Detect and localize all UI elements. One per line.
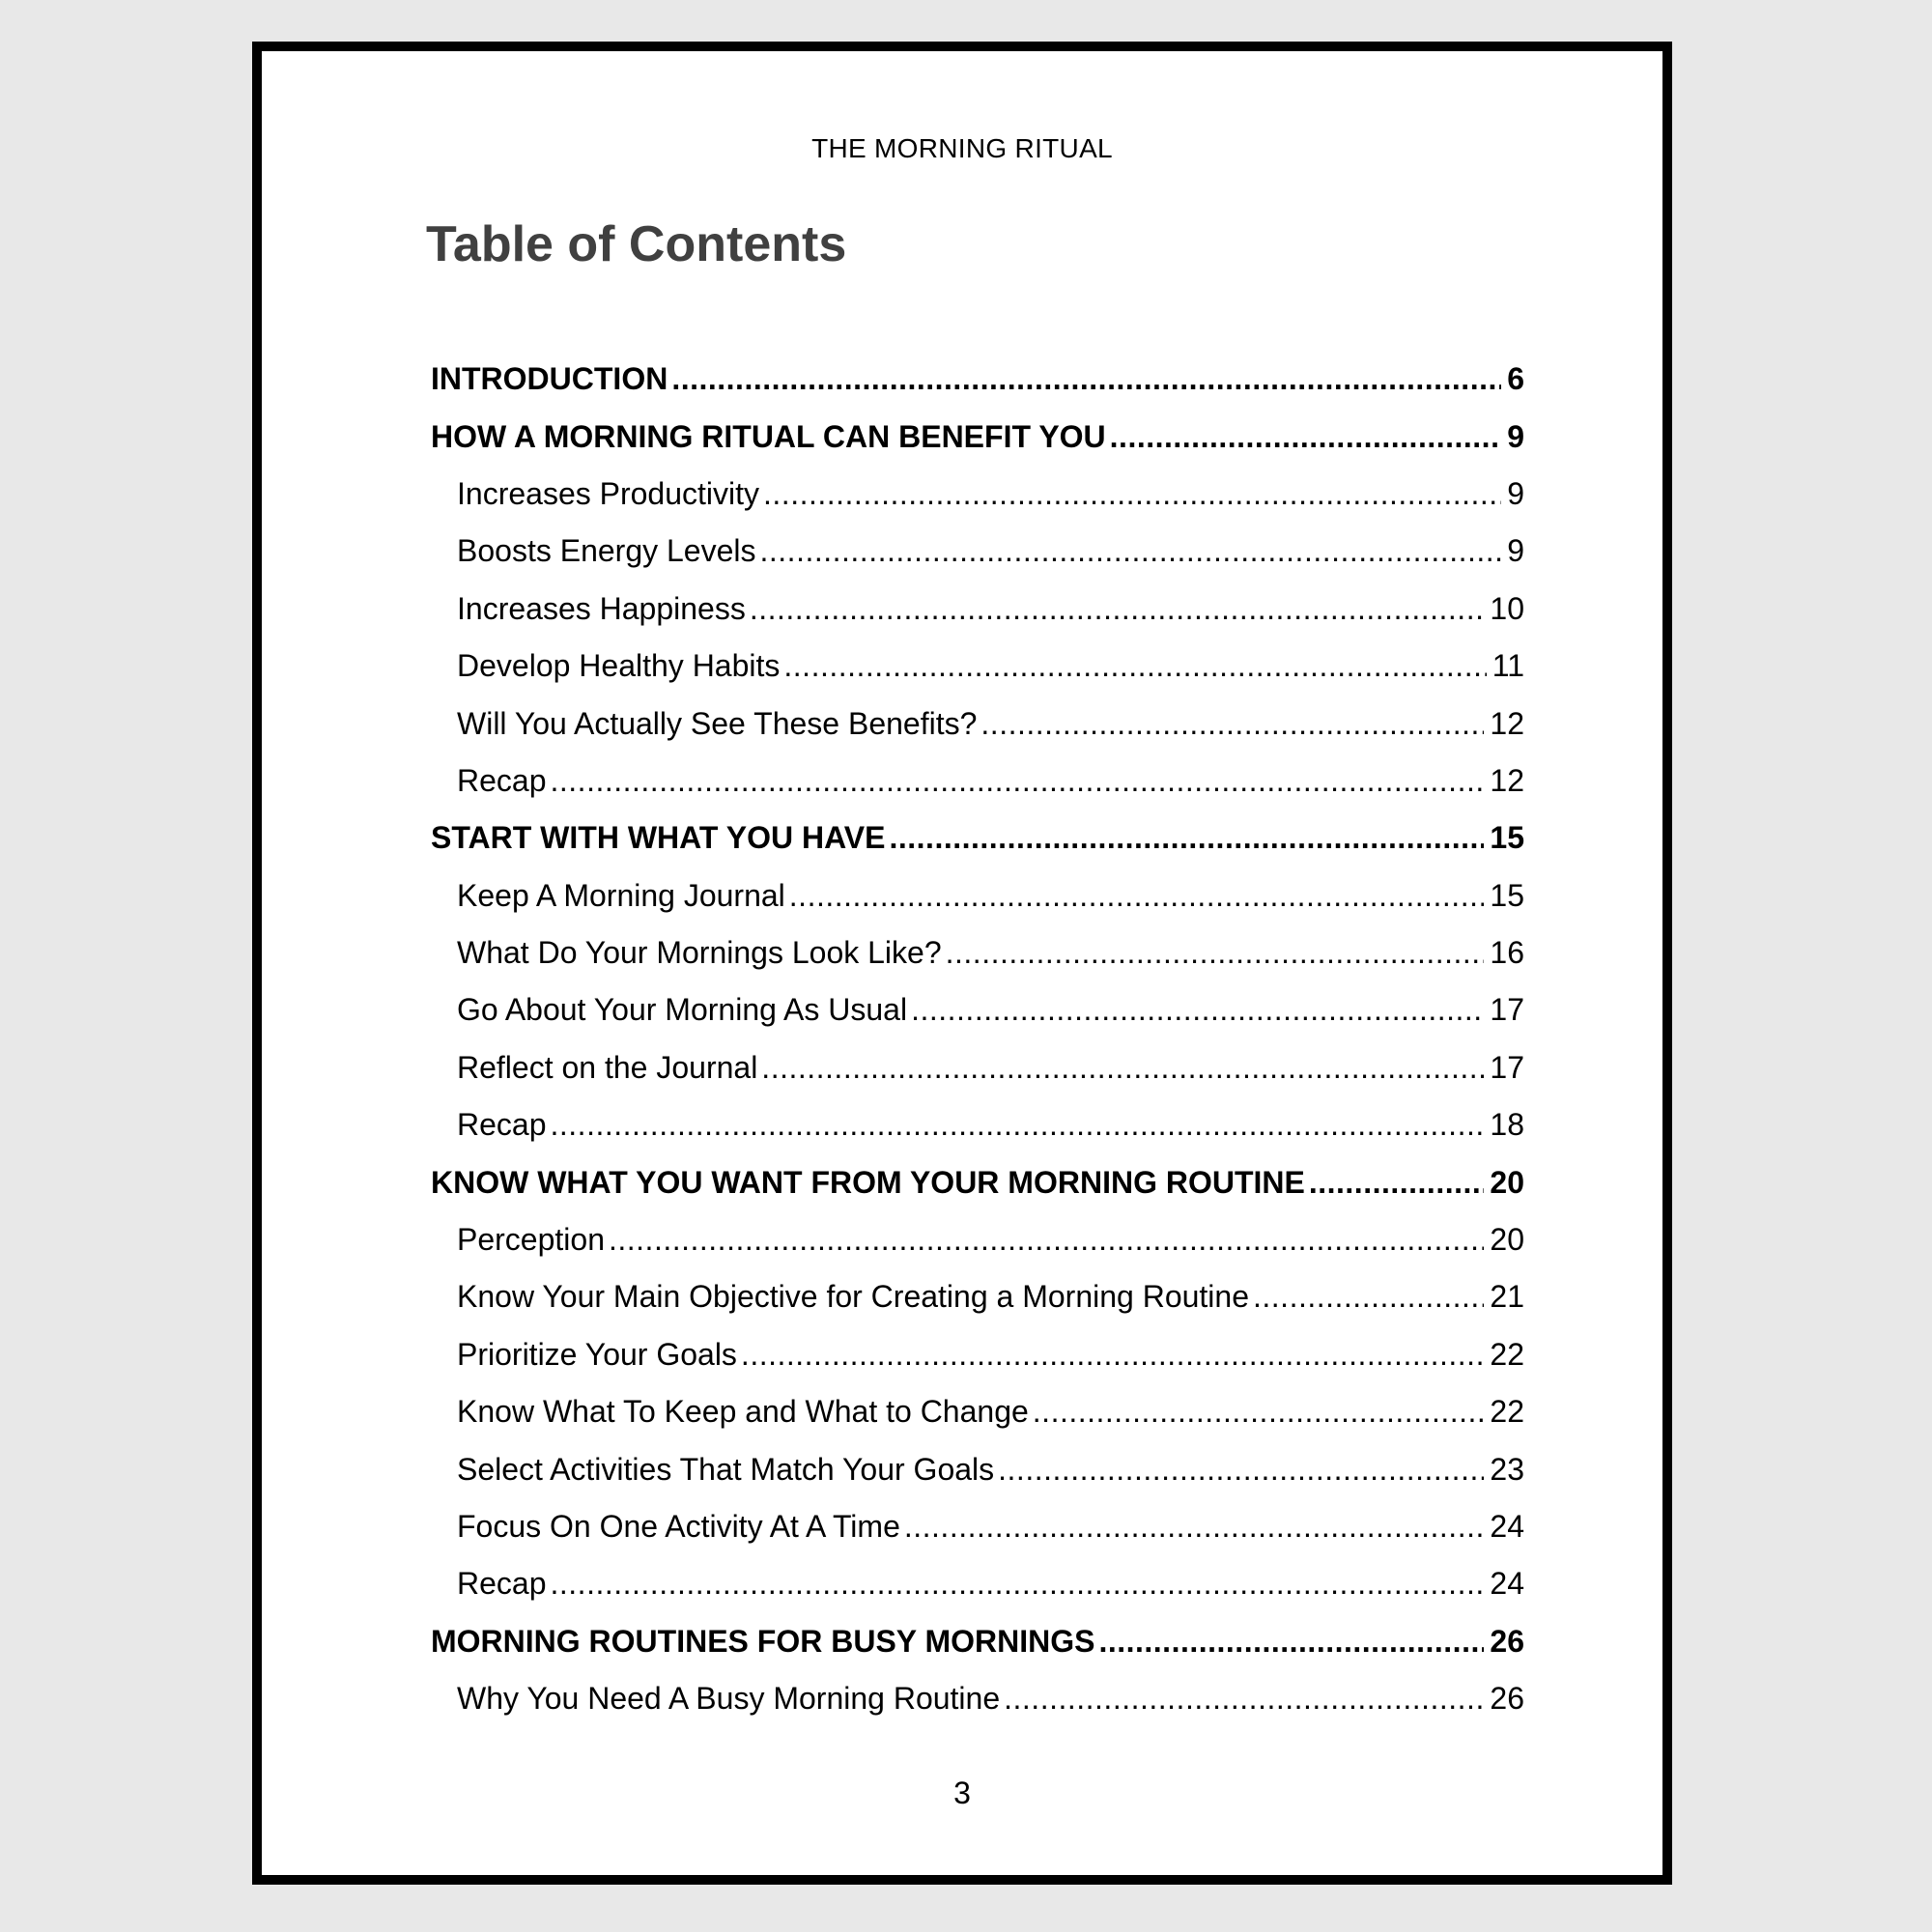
toc-section-entry[interactable] bbox=[431, 638, 1524, 695]
toc-entry-label: Recap bbox=[457, 1107, 547, 1143]
table-of-contents bbox=[431, 351, 1524, 1727]
toc-entry-label: Know Your Main Objective for Creating a Morning Routine bbox=[457, 1279, 1249, 1315]
toc-section-entry[interactable] bbox=[431, 466, 1524, 523]
toc-chapter-entry[interactable] bbox=[431, 810, 1524, 867]
toc-entry-page-number: 16 bbox=[1490, 935, 1524, 971]
toc-entry-label: Will You Actually See These Benefits? bbox=[457, 705, 978, 741]
toc-section-entry[interactable] bbox=[431, 924, 1524, 981]
toc-dot-leader bbox=[980, 706, 1484, 742]
toc-entry-label: Select Activities That Match Your Goals bbox=[457, 1451, 995, 1487]
toc-dot-leader bbox=[551, 1566, 1485, 1602]
toc-entry-page-number: 10 bbox=[1490, 590, 1524, 626]
toc-dot-leader bbox=[1253, 1279, 1484, 1315]
toc-entry-label: Keep A Morning Journal bbox=[457, 877, 785, 913]
toc-dot-leader bbox=[946, 935, 1485, 971]
toc-section-entry[interactable] bbox=[431, 1670, 1524, 1727]
toc-entry-page-number: 12 bbox=[1490, 762, 1524, 798]
toc-chapter-entry[interactable] bbox=[431, 351, 1524, 408]
toc-entry-page-number: 24 bbox=[1490, 1509, 1524, 1544]
toc-chapter-entry[interactable] bbox=[431, 408, 1524, 465]
toc-entry-label: What Do Your Mornings Look Like? bbox=[457, 935, 942, 971]
toc-section-entry[interactable] bbox=[431, 523, 1524, 580]
toc-entry-label: Recap bbox=[457, 1566, 547, 1602]
toc-entry-page-number: 26 bbox=[1490, 1623, 1524, 1659]
toc-entry-label: Perception bbox=[457, 1222, 605, 1258]
toc-dot-leader bbox=[911, 992, 1484, 1028]
toc-dot-leader bbox=[1309, 1165, 1485, 1201]
toc-entry-page-number: 17 bbox=[1490, 992, 1524, 1028]
toc-dot-leader bbox=[998, 1452, 1484, 1488]
toc-entry-label: Why You Need A Busy Morning Routine bbox=[457, 1681, 1001, 1717]
toc-entry-label: Go About Your Morning As Usual bbox=[457, 992, 908, 1028]
toc-section-entry[interactable] bbox=[431, 1383, 1524, 1440]
toc-entry-label: Recap bbox=[457, 762, 547, 798]
toc-entry-label: Develop Healthy Habits bbox=[457, 648, 781, 684]
toc-entry-page-number: 22 bbox=[1490, 1336, 1524, 1372]
toc-entry-label: Know What To Keep and What to Change bbox=[457, 1394, 1029, 1430]
toc-section-entry[interactable] bbox=[431, 1039, 1524, 1096]
toc-dot-leader bbox=[889, 820, 1484, 856]
page-number: 3 bbox=[953, 1776, 971, 1810]
toc-section-entry[interactable] bbox=[431, 1326, 1524, 1383]
toc-entry-label: HOW A MORNING RITUAL CAN BENEFIT YOU bbox=[431, 418, 1106, 454]
toc-dot-leader bbox=[750, 591, 1485, 627]
toc-entry-label: INTRODUCTION bbox=[431, 361, 668, 397]
toc-dot-leader bbox=[741, 1337, 1484, 1373]
toc-dot-leader bbox=[1098, 1624, 1484, 1660]
toc-dot-leader bbox=[1033, 1394, 1485, 1430]
toc-entry-label: START WITH WHAT YOU HAVE bbox=[431, 820, 886, 856]
toc-entry-page-number: 24 bbox=[1490, 1566, 1524, 1602]
toc-section-entry[interactable] bbox=[431, 695, 1524, 752]
toc-entry-page-number: 18 bbox=[1490, 1107, 1524, 1143]
toc-section-entry[interactable] bbox=[431, 1440, 1524, 1497]
toc-dot-leader bbox=[761, 1050, 1484, 1086]
toc-entry-page-number: 21 bbox=[1490, 1279, 1524, 1315]
toc-dot-leader bbox=[609, 1222, 1484, 1258]
toc-entry-page-number: 26 bbox=[1490, 1681, 1524, 1717]
toc-dot-leader bbox=[551, 763, 1485, 799]
toc-dot-leader bbox=[671, 361, 1501, 397]
page-title: Table of Contents bbox=[426, 216, 847, 272]
toc-entry-page-number: 9 bbox=[1507, 533, 1524, 569]
toc-entry-page-number: 20 bbox=[1490, 1222, 1524, 1258]
toc-dot-leader bbox=[789, 878, 1485, 914]
toc-entry-label: Increases Happiness bbox=[457, 590, 746, 626]
toc-section-entry[interactable] bbox=[431, 1096, 1524, 1153]
toc-section-entry[interactable] bbox=[431, 1555, 1524, 1612]
toc-dot-leader bbox=[783, 648, 1486, 684]
toc-section-entry[interactable] bbox=[431, 1268, 1524, 1325]
toc-dot-leader bbox=[760, 533, 1502, 569]
toc-dot-leader bbox=[763, 476, 1501, 512]
toc-section-entry[interactable] bbox=[431, 1498, 1524, 1555]
toc-entry-page-number: 22 bbox=[1490, 1394, 1524, 1430]
toc-section-entry[interactable] bbox=[431, 981, 1524, 1038]
toc-entry-page-number: 9 bbox=[1507, 475, 1524, 511]
toc-dot-leader bbox=[1110, 419, 1502, 455]
toc-section-entry[interactable] bbox=[431, 753, 1524, 810]
toc-entry-page-number: 9 bbox=[1507, 418, 1524, 454]
toc-chapter-entry[interactable] bbox=[431, 1613, 1524, 1670]
toc-entry-page-number: 12 bbox=[1490, 705, 1524, 741]
toc-entry-label: Prioritize Your Goals bbox=[457, 1336, 737, 1372]
toc-entry-page-number: 23 bbox=[1490, 1451, 1524, 1487]
toc-entry-page-number: 15 bbox=[1490, 877, 1524, 913]
toc-entry-label: Focus On One Activity At A Time bbox=[457, 1509, 900, 1544]
toc-entry-label: Boosts Energy Levels bbox=[457, 533, 756, 569]
document-page bbox=[252, 42, 1672, 1885]
toc-chapter-entry[interactable] bbox=[431, 1153, 1524, 1210]
toc-entry-page-number: 15 bbox=[1490, 820, 1524, 856]
toc-dot-leader bbox=[551, 1107, 1485, 1143]
toc-entry-label: KNOW WHAT YOU WANT FROM YOUR MORNING ROUTINE bbox=[431, 1164, 1305, 1200]
toc-entry-label: MORNING ROUTINES FOR BUSY MORNINGS bbox=[431, 1623, 1095, 1659]
toc-dot-leader bbox=[904, 1509, 1485, 1545]
running-header: THE MORNING RITUAL bbox=[811, 133, 1113, 163]
toc-section-entry[interactable] bbox=[431, 581, 1524, 638]
toc-section-entry[interactable] bbox=[431, 867, 1524, 924]
toc-entry-page-number: 20 bbox=[1490, 1164, 1524, 1200]
toc-entry-label: Reflect on the Journal bbox=[457, 1049, 758, 1085]
toc-entry-page-number: 17 bbox=[1490, 1049, 1524, 1085]
toc-entry-page-number: 6 bbox=[1507, 361, 1524, 397]
toc-section-entry[interactable] bbox=[431, 1211, 1524, 1268]
toc-dot-leader bbox=[1004, 1681, 1484, 1717]
toc-entry-page-number: 11 bbox=[1492, 648, 1524, 684]
toc-entry-label: Increases Productivity bbox=[457, 475, 760, 511]
